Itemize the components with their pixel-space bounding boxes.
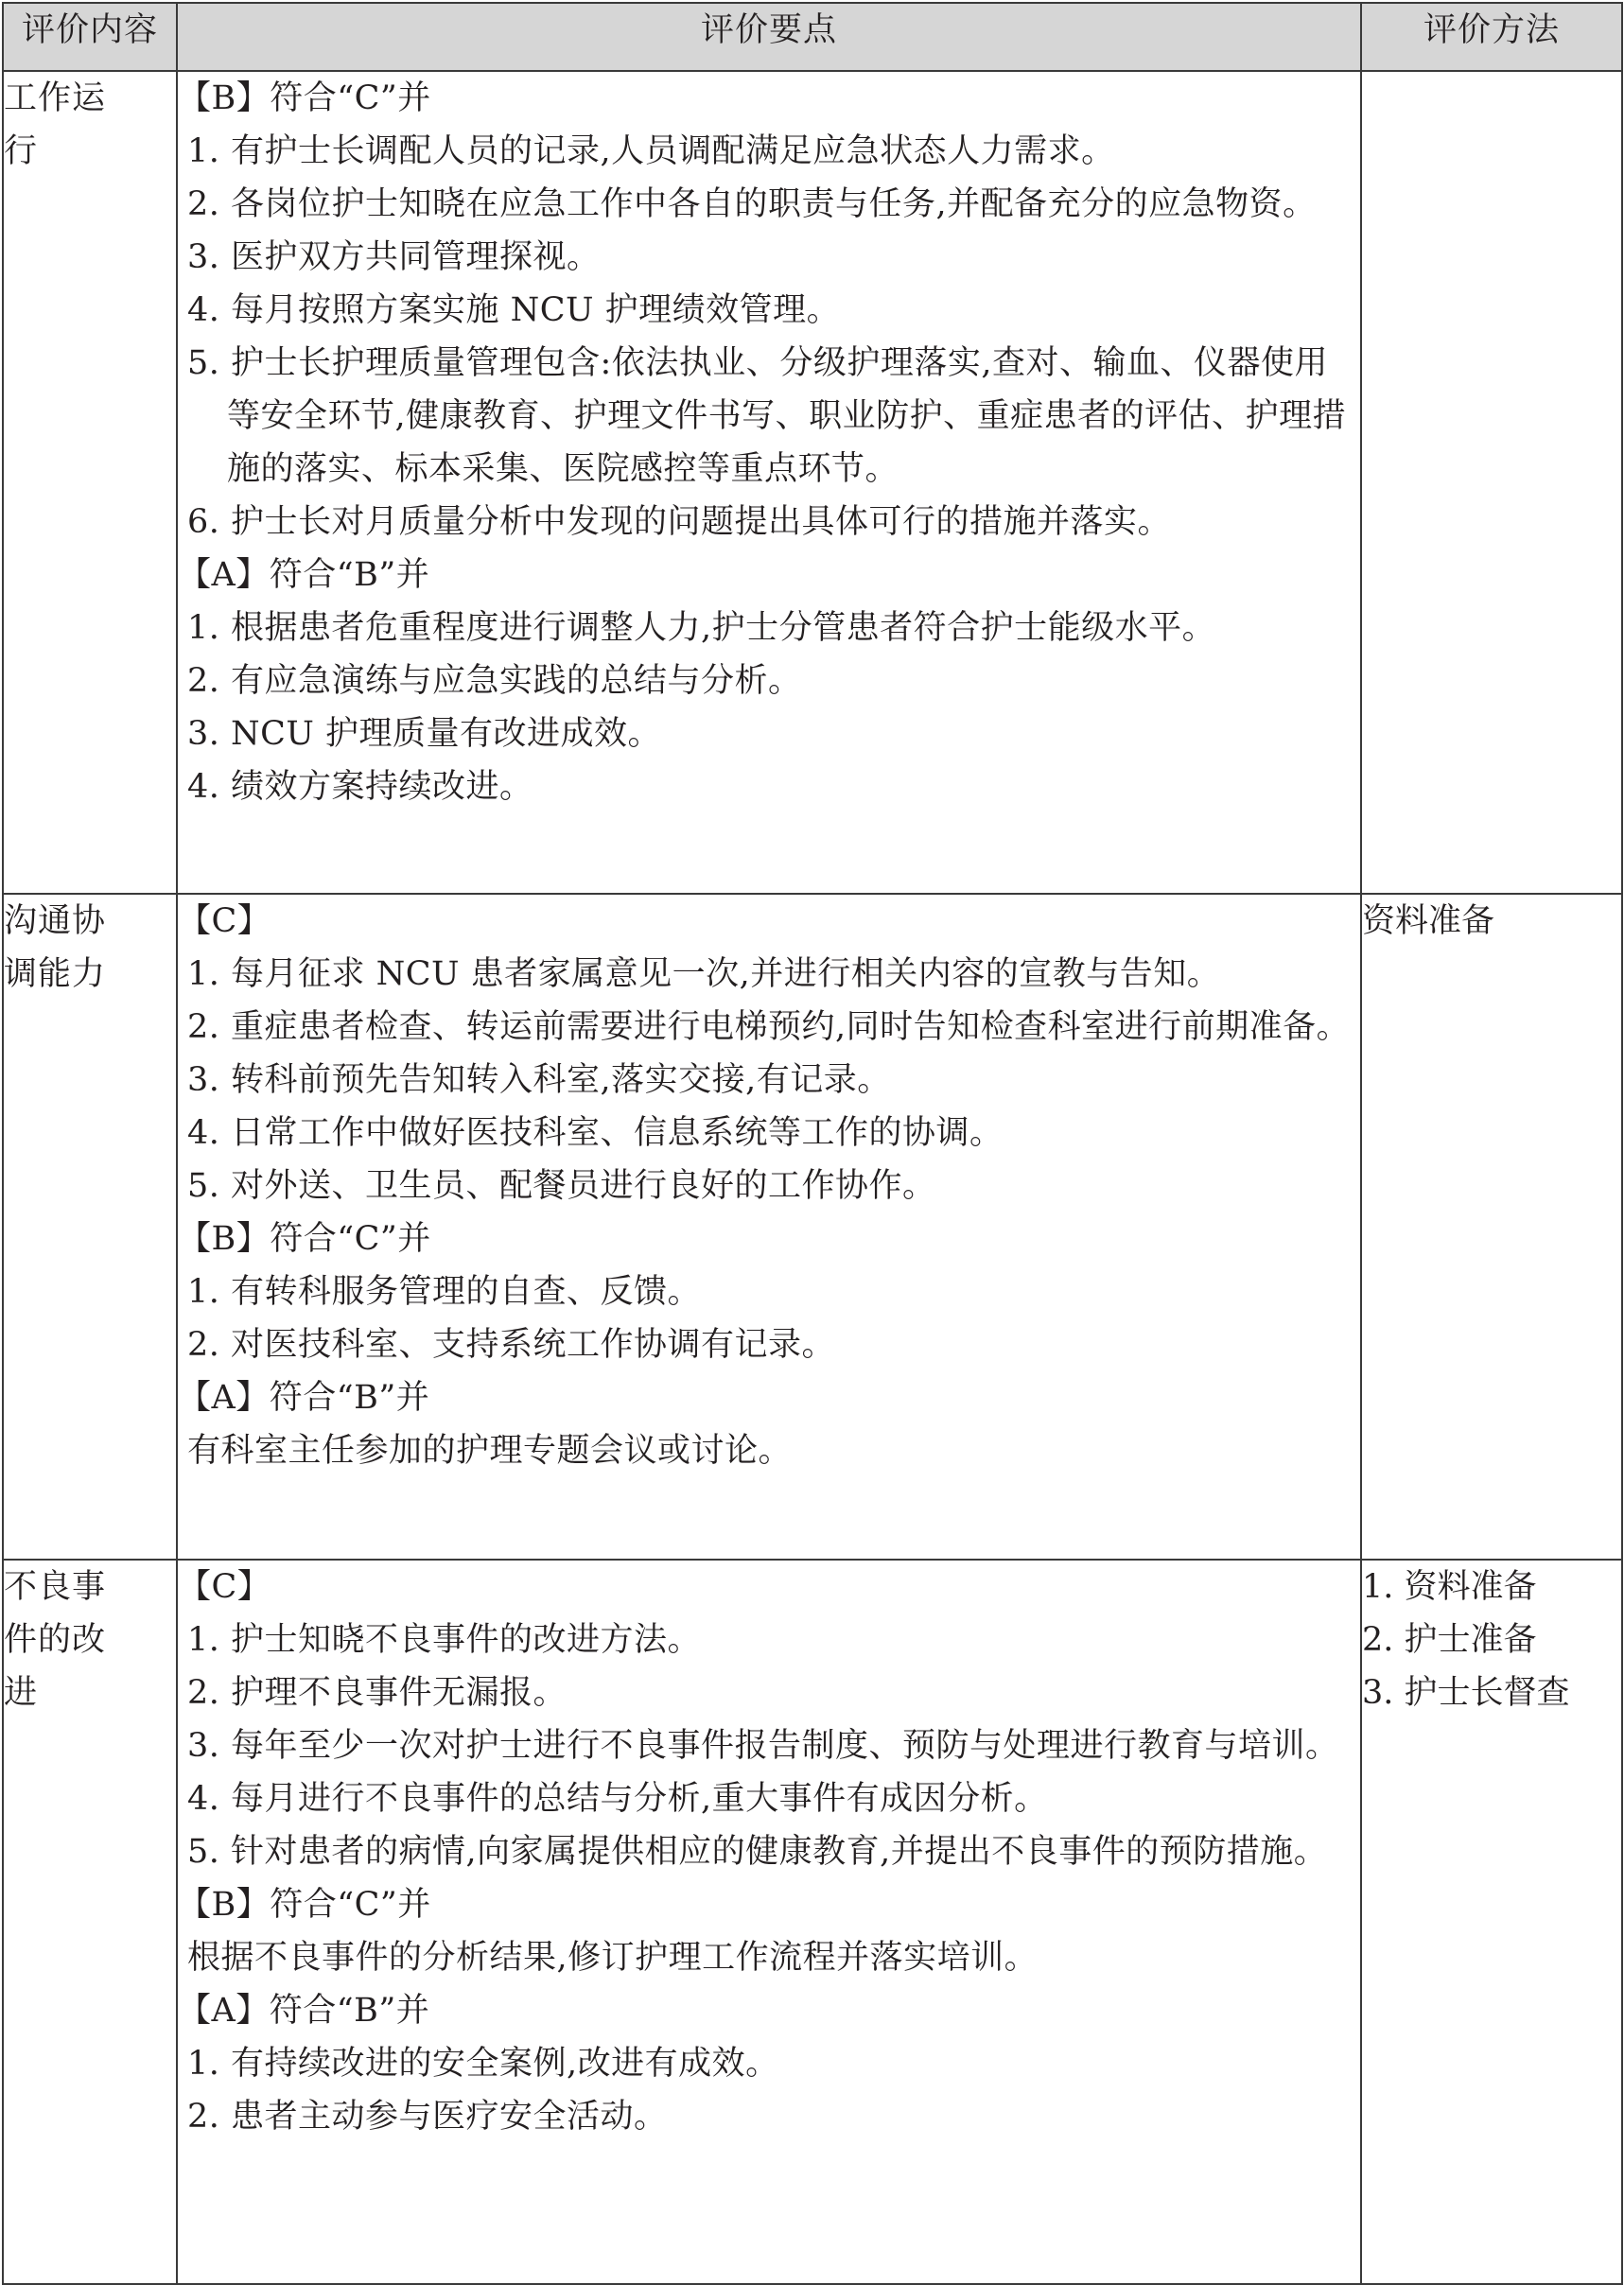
grade-heading: 【B】符合“C”并	[178, 1220, 431, 1258]
criteria-item: 4. 每月进行不良事件的总结与分析,重大事件有成因分析。	[187, 1780, 1048, 1818]
table-row	[3, 71, 1622, 894]
header-content: 评价内容	[3, 3, 177, 71]
criteria-item: 2. 对医技科室、支持系统工作协调有记录。	[187, 1326, 836, 1364]
criteria-item: 1. 护士知晓不良事件的改进方法。	[187, 1621, 702, 1659]
row-points	[177, 894, 1361, 1560]
row-points	[177, 71, 1361, 894]
criteria-item: 3. 每年至少一次对护士进行不良事件报告制度、预防与处理进行教育与培训。	[187, 1727, 1339, 1765]
criteria-item: 3. 转科前预先告知转入科室,落实交接,有记录。	[187, 1061, 891, 1099]
criteria-item: 根据不良事件的分析结果,修订护理工作流程并落实培训。	[187, 1939, 1039, 1977]
header-row	[3, 3, 1622, 71]
criteria-item: 2. 有应急演练与应急实践的总结与分析。	[187, 662, 802, 700]
row-content	[3, 894, 177, 1560]
criteria-item: 有科室主任参加的护理专题会议或讨论。	[187, 1432, 793, 1470]
row-method	[1361, 71, 1622, 894]
criteria-item: 5. 针对患者的病情,向家属提供相应的健康教育,并提出不良事件的预防措施。	[187, 1833, 1328, 1871]
row-method	[1361, 1560, 1622, 2284]
table-body	[3, 71, 1622, 2284]
method-item: 2. 护士准备	[1362, 1621, 1537, 1659]
criteria-item: 1. 有持续改进的安全案例,改进有成效。	[187, 2045, 779, 2083]
criteria-item: 1. 有转科服务管理的自查、反馈。	[187, 1273, 702, 1311]
grade-heading: 【C】	[178, 902, 271, 940]
criteria-item: 4. 绩效方案持续改进。	[187, 768, 533, 806]
row-content-label: 工作运行	[4, 79, 107, 170]
criteria-item: 6. 护士长对月质量分析中发现的问题提出具体可行的措施并落实。	[187, 503, 1172, 541]
criteria-item: 4. 每月按照方案实施 NCU 护理绩效管理。	[187, 291, 841, 329]
row-content-label: 沟通协调能力	[4, 902, 107, 993]
row-content-label: 不良事件的改进	[4, 1568, 107, 1712]
header-method: 评价方法	[1361, 3, 1622, 71]
method-item: 资料准备	[1362, 902, 1495, 940]
grade-heading: 【A】符合“B”并	[178, 1992, 430, 2030]
criteria-item: 4. 日常工作中做好医技科室、信息系统等工作的协调。	[187, 1114, 1004, 1152]
criteria-item: 1. 每月征求 NCU 患者家属意见一次,并进行相关内容的宣教与告知。	[187, 955, 1221, 993]
criteria-item: 1. 根据患者危重程度进行调整人力,护士分管患者符合护士能级水平。	[187, 609, 1216, 647]
grade-heading: 【A】符合“B”并	[178, 1379, 430, 1417]
criteria-item: 2. 重症患者检查、转运前需要进行电梯预约,同时告知检查科室进行前期准备。	[187, 1008, 1351, 1046]
evaluation-table	[2, 2, 1623, 2285]
criteria-item: 3. 医护双方共同管理探视。	[187, 238, 601, 276]
header-points: 评价要点	[177, 3, 1361, 71]
criteria-item: 3. NCU 护理质量有改进成效。	[187, 715, 662, 753]
method-item: 3. 护士长督查	[1362, 1674, 1570, 1712]
row-content	[3, 71, 177, 894]
criteria-item: 2. 护理不良事件无漏报。	[187, 1674, 568, 1712]
table-row	[3, 1560, 1622, 2284]
method-item: 1. 资料准备	[1362, 1568, 1537, 1606]
row-points	[177, 1560, 1361, 2284]
criteria-item: 1. 有护士长调配人员的记录,人员调配满足应急状态人力需求。	[187, 132, 1115, 170]
grade-heading: 【C】	[178, 1568, 271, 1606]
criteria-item: 2. 各岗位护士知晓在应急工作中各自的职责与任务,并配备充分的应急物资。	[187, 185, 1317, 223]
grade-heading: 【B】符合“C”并	[178, 1886, 431, 1924]
criteria-item: 5. 护士长护理质量管理包含:依法执业、分级护理落实,查对、输血、仪器使用等安全环节,健康教育、护理文件书写、职业防护、重症患者的评估、护理措施的落实、标本采集、医院感控等重点环节。	[187, 344, 1347, 488]
table-row	[3, 894, 1622, 1560]
grade-heading: 【A】符合“B”并	[178, 556, 430, 594]
grade-heading: 【B】符合“C”并	[178, 79, 431, 117]
criteria-item: 2. 患者主动参与医疗安全活动。	[187, 2098, 668, 2136]
criteria-item: 5. 对外送、卫生员、配餐员进行良好的工作协作。	[187, 1167, 936, 1205]
row-content	[3, 1560, 177, 2284]
row-method	[1361, 894, 1622, 1560]
